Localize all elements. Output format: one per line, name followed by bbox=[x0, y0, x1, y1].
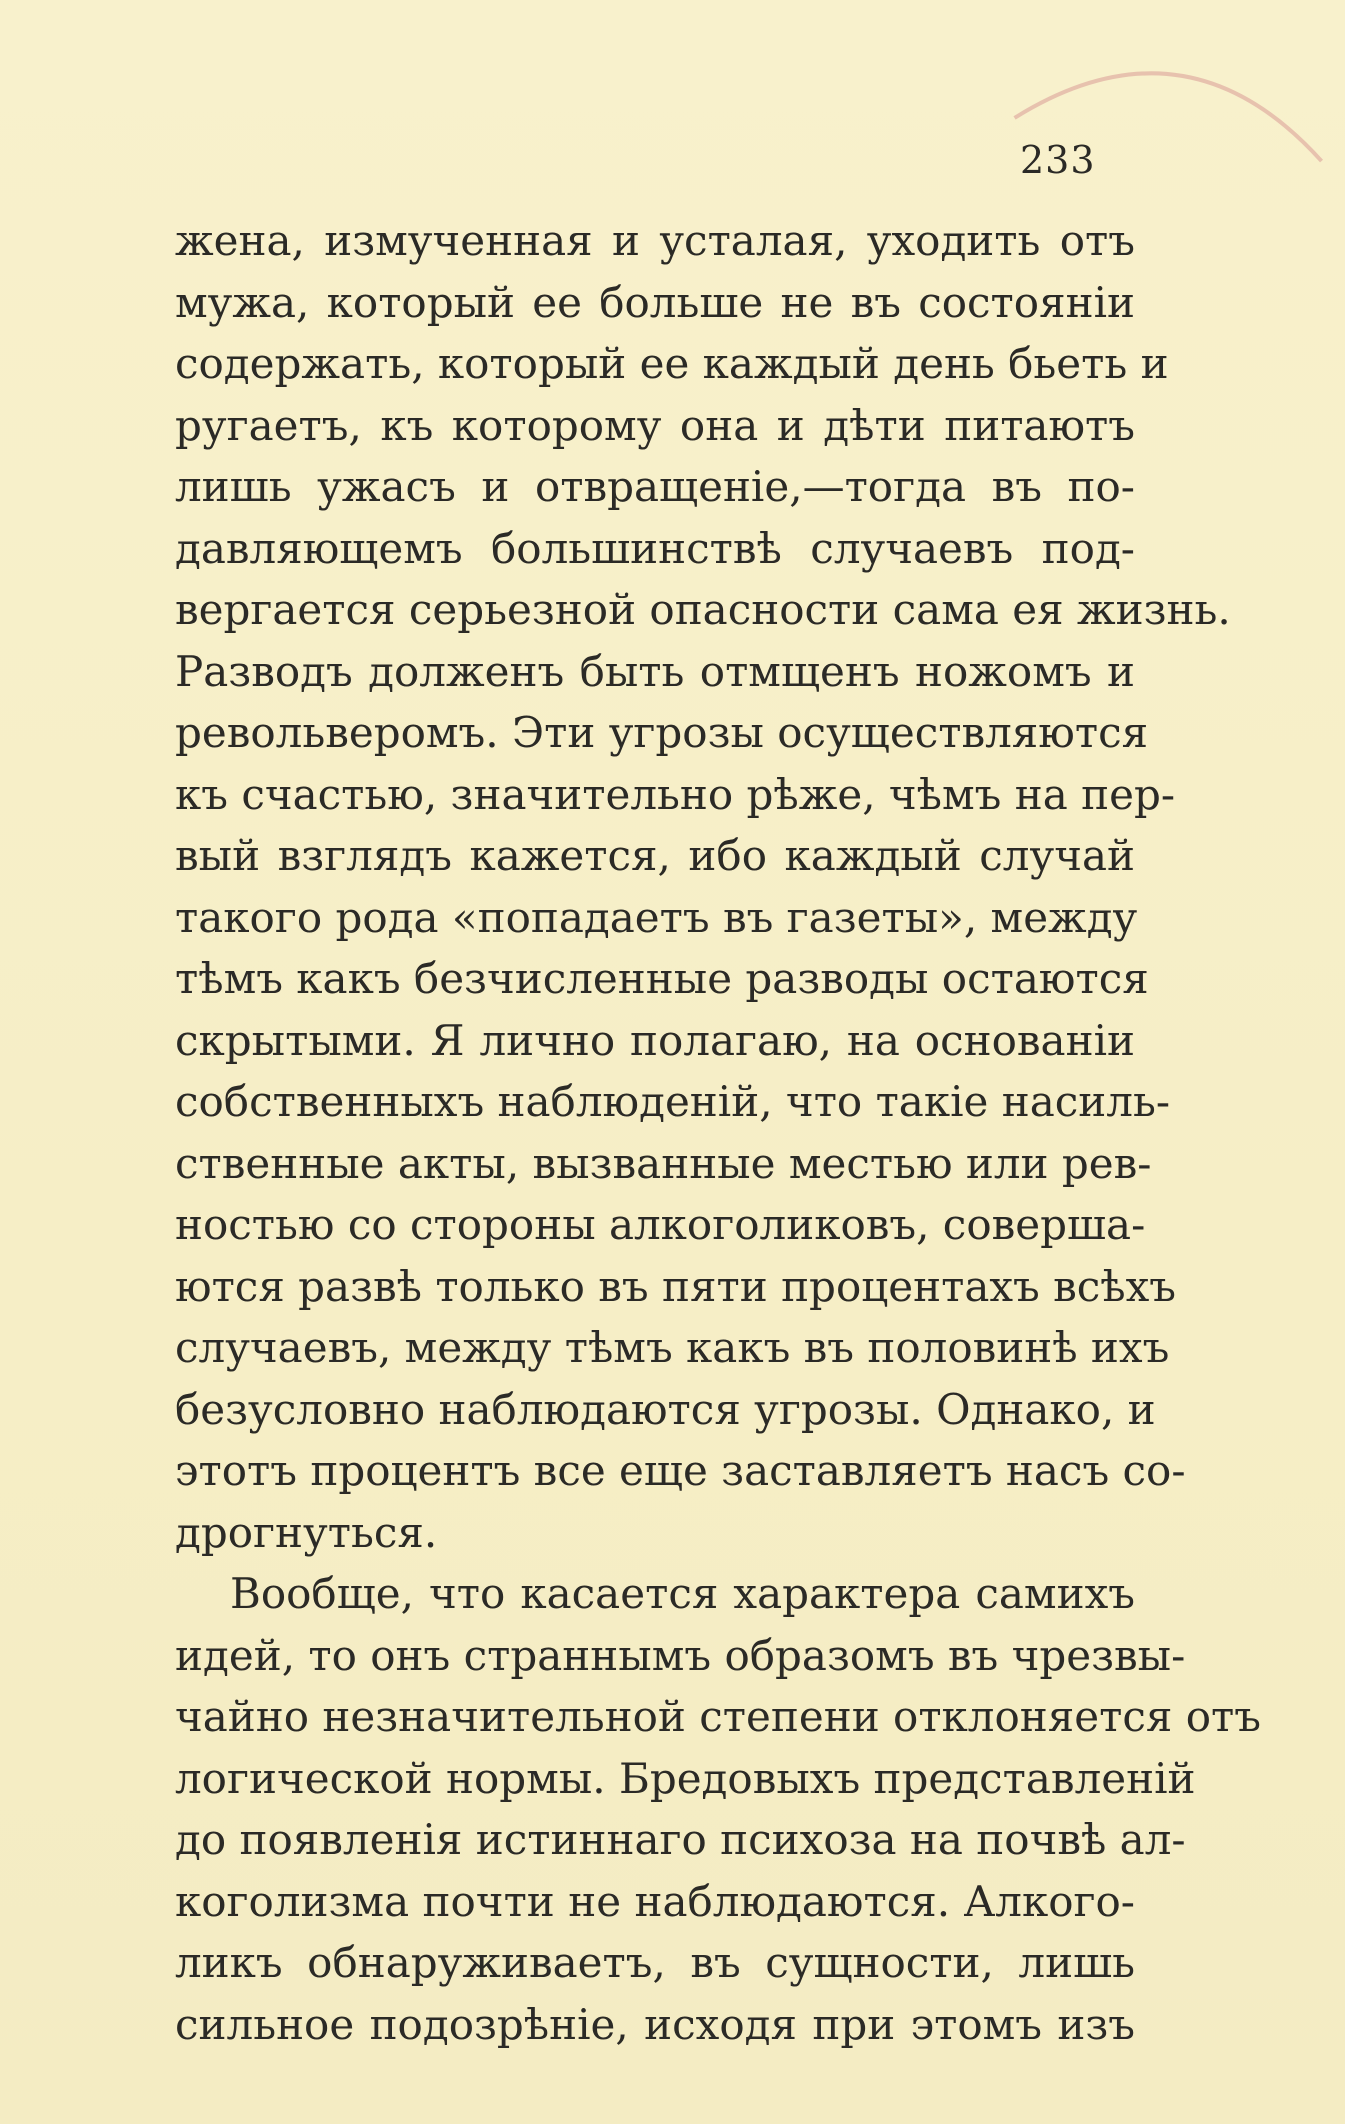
text-line: коголизма почти не наблюдаются. Алкого- bbox=[175, 1876, 1135, 1926]
body-text bbox=[175, 210, 1261, 2055]
text-line: случаевъ, между тѣмъ какъ въ половинѣ ихъ bbox=[175, 1323, 1170, 1372]
text-line: ликъ обнаруживаетъ, въ сущности, лишь bbox=[175, 1938, 1135, 1987]
text-line: собственныхъ наблюденій, что такіе насиль- bbox=[175, 1077, 1171, 1126]
text-line: безусловно наблюдаются угрозы. Однако, и bbox=[175, 1384, 1156, 1434]
text-line: такого рода «попадаетъ въ газеты», между bbox=[175, 892, 1138, 942]
text-line: жена, измученная и усталая, уходить отъ bbox=[175, 216, 1135, 265]
paragraph-start-line: Вообще, что касается характера самихъ bbox=[230, 1569, 1135, 1618]
text-line: револьверомъ. Эти угрозы осуществляются bbox=[175, 708, 1149, 757]
text-line: чайно незначительной степени отклоняется отъ bbox=[175, 1692, 1261, 1741]
text-line: сильное подозрѣніе, исходя при этомъ изъ bbox=[175, 1999, 1135, 2049]
text-line: тѣмъ какъ безчисленные разводы остаются bbox=[175, 954, 1149, 1003]
text-line: ругаетъ, къ которому она и дѣти питаютъ bbox=[175, 400, 1135, 450]
text-line: до появленія истиннаго психоза на почвѣ ал- bbox=[175, 1815, 1186, 1864]
page-number: 233 bbox=[1020, 138, 1096, 182]
text-line: дрогнуться. bbox=[175, 1507, 438, 1557]
text-line: ются развѣ только въ пяти процентахъ всѣхъ bbox=[175, 1261, 1177, 1311]
text-line: логической нормы. Бредовыхъ представленій bbox=[175, 1753, 1196, 1803]
text-line: вергается серьезной опасности сама ея жизнь. bbox=[175, 585, 1231, 634]
text-line: скрытыми. Я лично полагаю, на основаніи bbox=[175, 1015, 1135, 1065]
text-line: давляющемъ большинствѣ случаевъ под- bbox=[175, 523, 1135, 573]
text-line: этотъ процентъ все еще заставляетъ насъ со- bbox=[175, 1446, 1186, 1495]
text-line: ностью со стороны алкоголиковъ, соверша- bbox=[175, 1200, 1146, 1249]
text-line: лишь ужасъ и отвращеніе,—тогда въ по- bbox=[175, 462, 1135, 511]
text-line: къ счастью, значительно рѣже, чѣмъ на пер- bbox=[175, 769, 1176, 819]
text-line: содержать, который ее каждый день бьеть и bbox=[175, 339, 1169, 388]
text-line: ственные акты, вызванные местью или рев- bbox=[175, 1138, 1152, 1188]
text-line: мужа, который ее больше не въ состояніи bbox=[175, 277, 1135, 327]
text-line: идей, то онъ страннымъ образомъ въ чрезвы- bbox=[175, 1630, 1186, 1680]
text-line: вый взглядъ кажется, ибо каждый случай bbox=[175, 831, 1135, 880]
text-line: Разводъ долженъ быть отмщенъ ножомъ и bbox=[175, 646, 1135, 696]
